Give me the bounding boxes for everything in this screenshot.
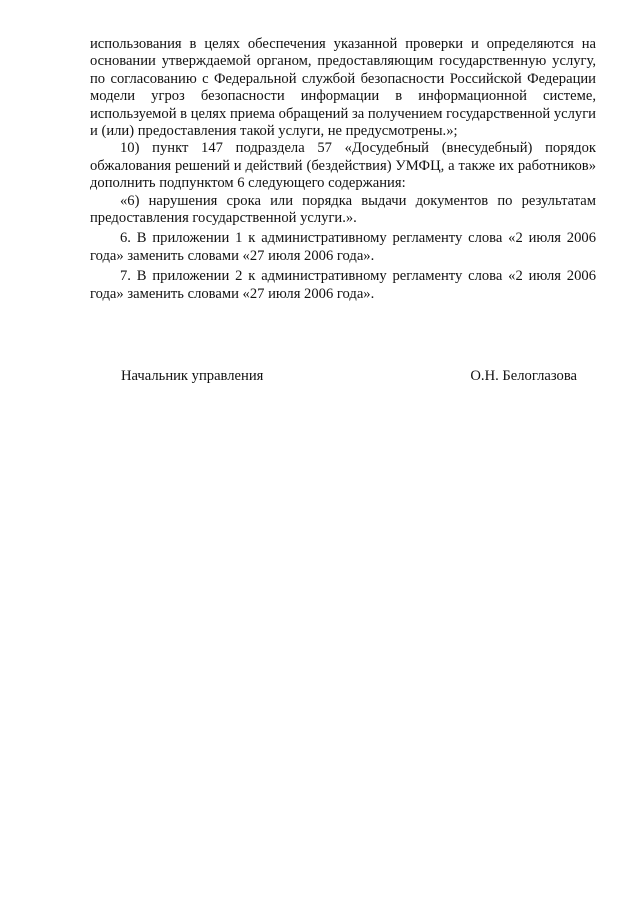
paragraph-subitem-6: «6) нарушения срока или порядка выдачи документов по результатам предоставления государственной услуги.». (90, 192, 596, 227)
paragraph-point-6: 6. В приложении 1 к административному регламенту слова «2 июля 2006 года» заменить словами «27 июля 2006 года». (90, 230, 596, 264)
signer-position: Начальник управления (121, 368, 264, 384)
paragraph-item-10: 10) пункт 147 подраздела 57 «Досудебный (внесудебный) порядок обжалования решений и действий (бездействия) УМФЦ, а также их работников» дополнить подпунктом 6 следующего содержания: (90, 140, 596, 192)
paragraph-point-7: 7. В приложении 2 к административному регламенту слова «2 июля 2006 года» заменить словами «27 июля 2006 года». (90, 268, 596, 302)
signer-name: О.Н. Белоглазова (470, 368, 577, 384)
document-body (90, 36, 596, 303)
paragraph-continuation: использования в целях обеспечения указанной проверки и определяются на основании утверждаемой органом, предоставляющим государственную услугу, по согласованию с Федеральной службой безопасности Российской Федерации модели угроз безопасности информации в информационной системе, используемой в целях приема обращений за получением государственной услуги и (или) предоставления такой услуги, не предусмотрены.»; (90, 36, 596, 140)
